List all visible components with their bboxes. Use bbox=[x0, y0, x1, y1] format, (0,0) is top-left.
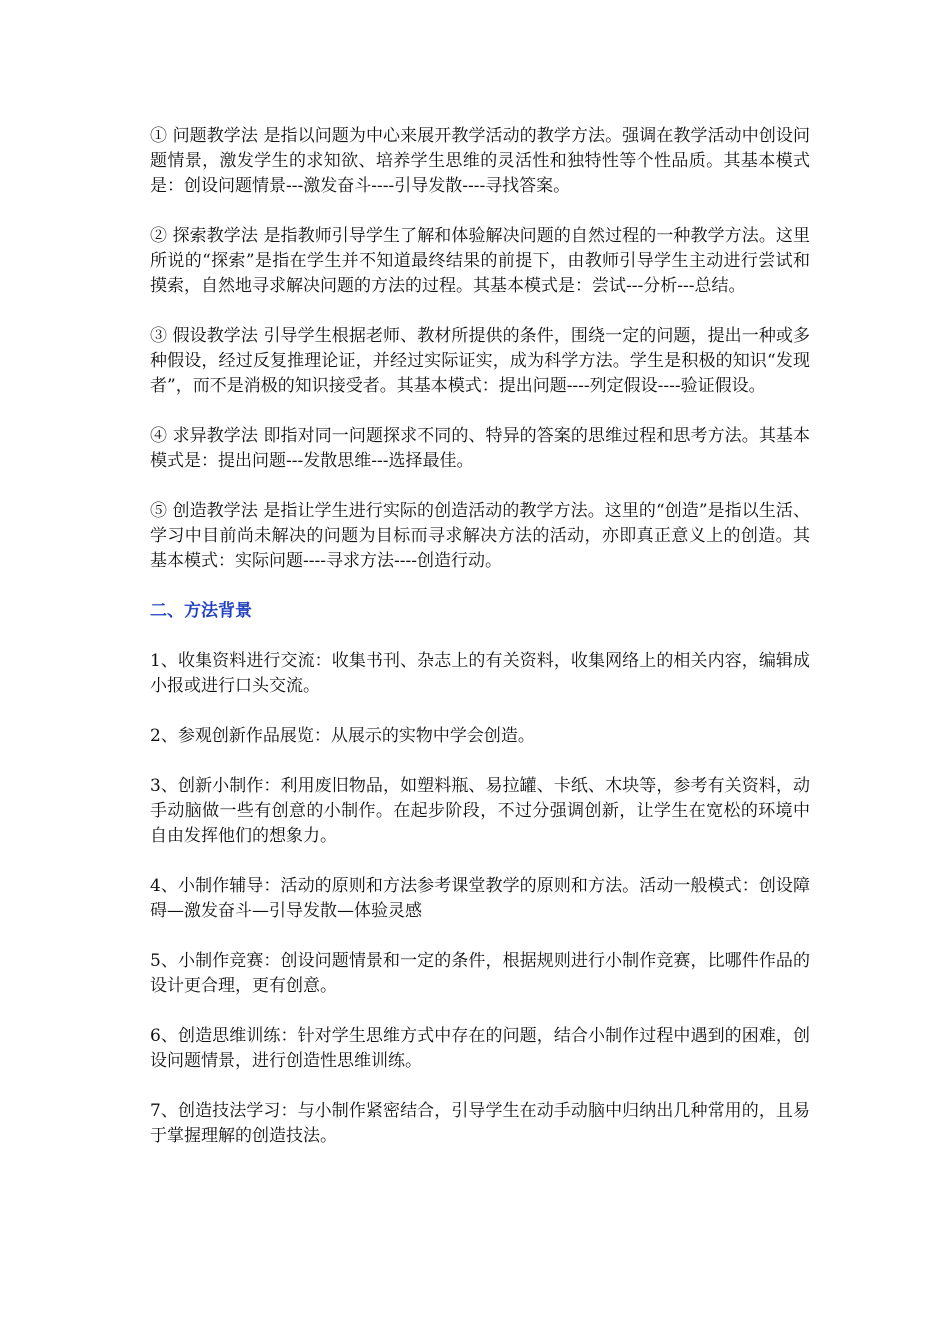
background-item-3: 3、创新小制作：利用废旧物品，如塑料瓶、易拉罐、卡纸、木块等，参考有关资料，动手动脑做一些有创意的小制作。在起步阶段，不过分强调创新，让学生在宽松的环境中自由发挥他们的想象力。 bbox=[150, 776, 810, 846]
method-paragraph-3: ③ 假设教学法 引导学生根据老师、教材所提供的条件，围绕一定的问题，提出一种或多种假设，经过反复推理论证，并经过实际证实，成为科学方法。学生是积极的知识“发现者”，而不是消极的知识接受者。其基本模式：提出问题----列定假设----验证假设。 bbox=[150, 326, 810, 396]
method-paragraph-5: ⑤ 创造教学法 是指让学生进行实际的创造活动的教学方法。这里的“创造”是指以生活、学习中目前尚未解决的问题为目标而寻求解决方法的活动，亦即真正意义上的创造。其基本模式：实际问题----寻求方法----创造行动。 bbox=[150, 501, 810, 571]
background-item-5: 5、小制作竞赛：创设问题情景和一定的条件，根据规则进行小制作竞赛，比哪件作品的设计更合理，更有创意。 bbox=[150, 951, 810, 996]
method-paragraph-4: ④ 求异教学法 即指对同一问题探求不同的、特异的答案的思维过程和思考方法。其基本模式是：提出问题---发散思维---选择最佳。 bbox=[150, 426, 810, 471]
method-paragraph-2: ② 探索教学法 是指教师引导学生了解和体验解决问题的自然过程的一种教学方法。这里所说的“探索”是指在学生并不知道最终结果的前提下，由教师引导学生主动进行尝试和摸索，自然地寻求解决问题的方法的过程。其基本模式是：尝试---分析---总结。 bbox=[150, 226, 810, 296]
section-heading: 二、方法背景 bbox=[150, 601, 252, 621]
background-item-7: 7、创造技法学习：与小制作紧密结合，引导学生在动手动脑中归纳出几种常用的，且易于掌握理解的创造技法。 bbox=[150, 1101, 810, 1146]
background-item-2: 2、参观创新作品展览：从展示的实物中学会创造。 bbox=[150, 726, 535, 746]
method-paragraph-1: ① 问题教学法 是指以问题为中心来展开教学活动的教学方法。强调在教学活动中创设问题情景，激发学生的求知欲、培养学生思维的灵活性和独特性等个性品质。其基本模式是：创设问题情景---激发奋斗----引导发散----寻找答案。 bbox=[150, 126, 810, 196]
document-body bbox=[150, 124, 810, 1174]
background-item-4: 4、小制作辅导：活动的原则和方法参考课堂教学的原则和方法。活动一般模式：创设障碍—激发奋斗—引导发散—体验灵感 bbox=[150, 876, 810, 921]
background-item-6: 6、创造思维训练：针对学生思维方式中存在的问题，结合小制作过程中遇到的困难，创设问题情景，进行创造性思维训练。 bbox=[150, 1026, 810, 1071]
background-item-1: 1、收集资料进行交流：收集书刊、杂志上的有关资料，收集网络上的相关内容，编辑成小报或进行口头交流。 bbox=[150, 651, 810, 696]
